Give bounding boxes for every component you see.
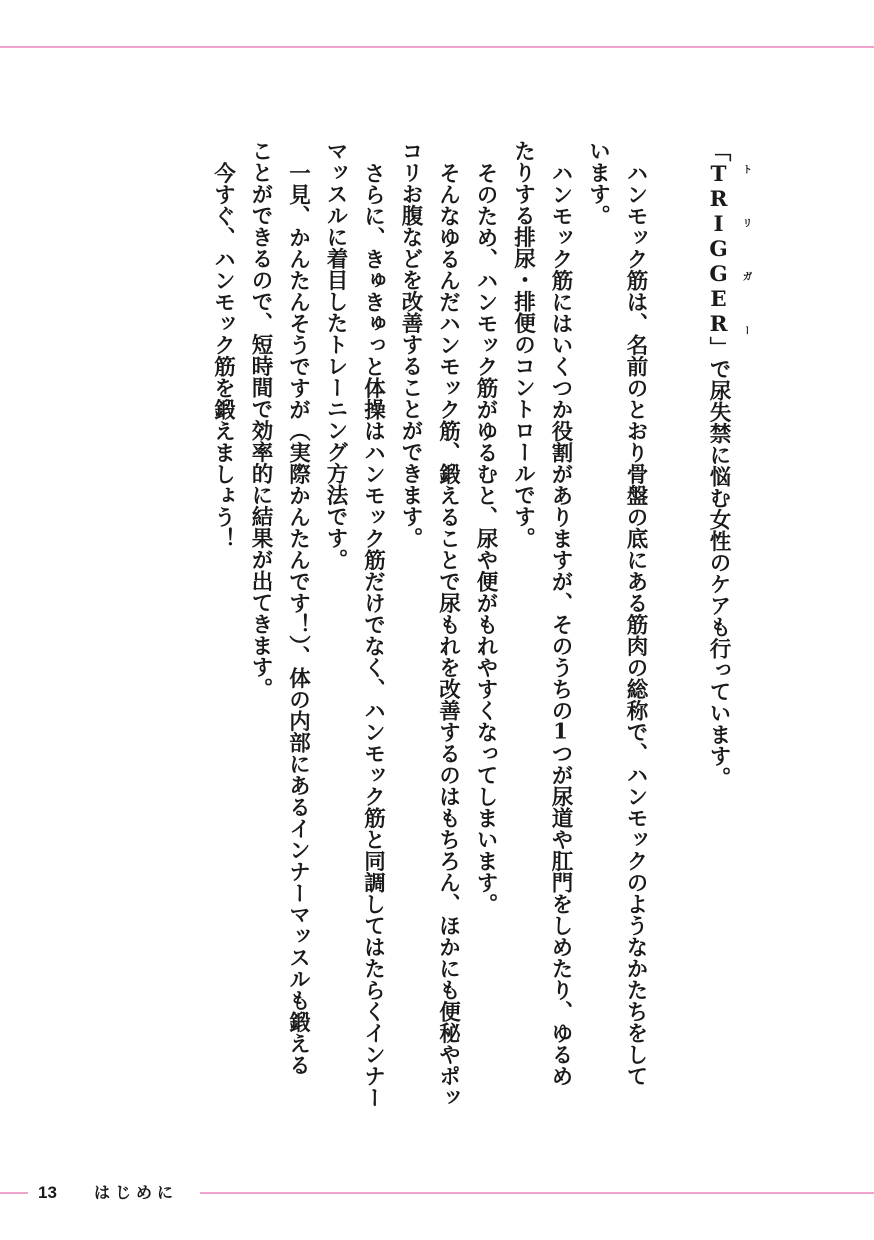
text-column: そんなゆるんだハンモック筋、鍛えることで尿もれを改善するのはもちろん、ほかにも便秘やポッ <box>435 161 461 1108</box>
text-column: 一見、かんたんそうですが（実際かんたんです！）、体の内部にあるインナーマッスルも鍛える <box>285 161 311 1076</box>
text-column-intro <box>700 140 751 1140</box>
text-column <box>542 140 580 1140</box>
body-text <box>204 140 751 1140</box>
text-column: います。 <box>585 140 611 226</box>
header-rule <box>0 46 874 48</box>
text-column: コリお腹などを改善することができます。 <box>398 140 423 549</box>
trigger-word <box>700 161 751 337</box>
text-column: たりする排尿・排便のコントロールです。 <box>510 140 536 549</box>
trigger-ruby: トリガー <box>740 163 751 335</box>
text-column: ハンモック筋は、名前のとおり骨盤の底にある筋肉の総称で、ハンモックのようなかたちをして <box>623 161 648 1086</box>
page-number: 13 <box>38 1183 57 1202</box>
trigger-text: TRIGGER <box>706 161 731 337</box>
text-column: ことができるので、短時間で効率的に結果が出てきます。 <box>248 140 273 699</box>
section-title: はじめに <box>94 1183 179 1202</box>
text-column: そのため、ハンモック筋がゆるむと、尿や便がもれやすくなってしまいます。 <box>473 161 498 914</box>
open-bracket: 「 <box>706 140 731 162</box>
text-column: マッスルに着目したトレーニング方法です。 <box>323 140 348 570</box>
intro-rest: 」で尿失禁に悩む女性のケアも行っています。 <box>706 336 731 788</box>
digit-segment: 1 <box>553 720 568 742</box>
footer-rule-right <box>200 1192 874 1194</box>
text-segment: ハンモック筋にはいくつか役割がありますが、そのうちの <box>548 161 573 721</box>
footer-rule-left <box>0 1192 28 1194</box>
text-column: 今すぐ、ハンモック筋を鍛えましょう！ <box>210 161 236 549</box>
text-column: さらに、きゅきゅっと体操はハンモック筋だけでなく、ハンモック筋と同調してはたらくインナー <box>360 161 386 1108</box>
text-segment: つが尿道や肛門をしめたり、ゆるめ <box>548 742 573 1086</box>
